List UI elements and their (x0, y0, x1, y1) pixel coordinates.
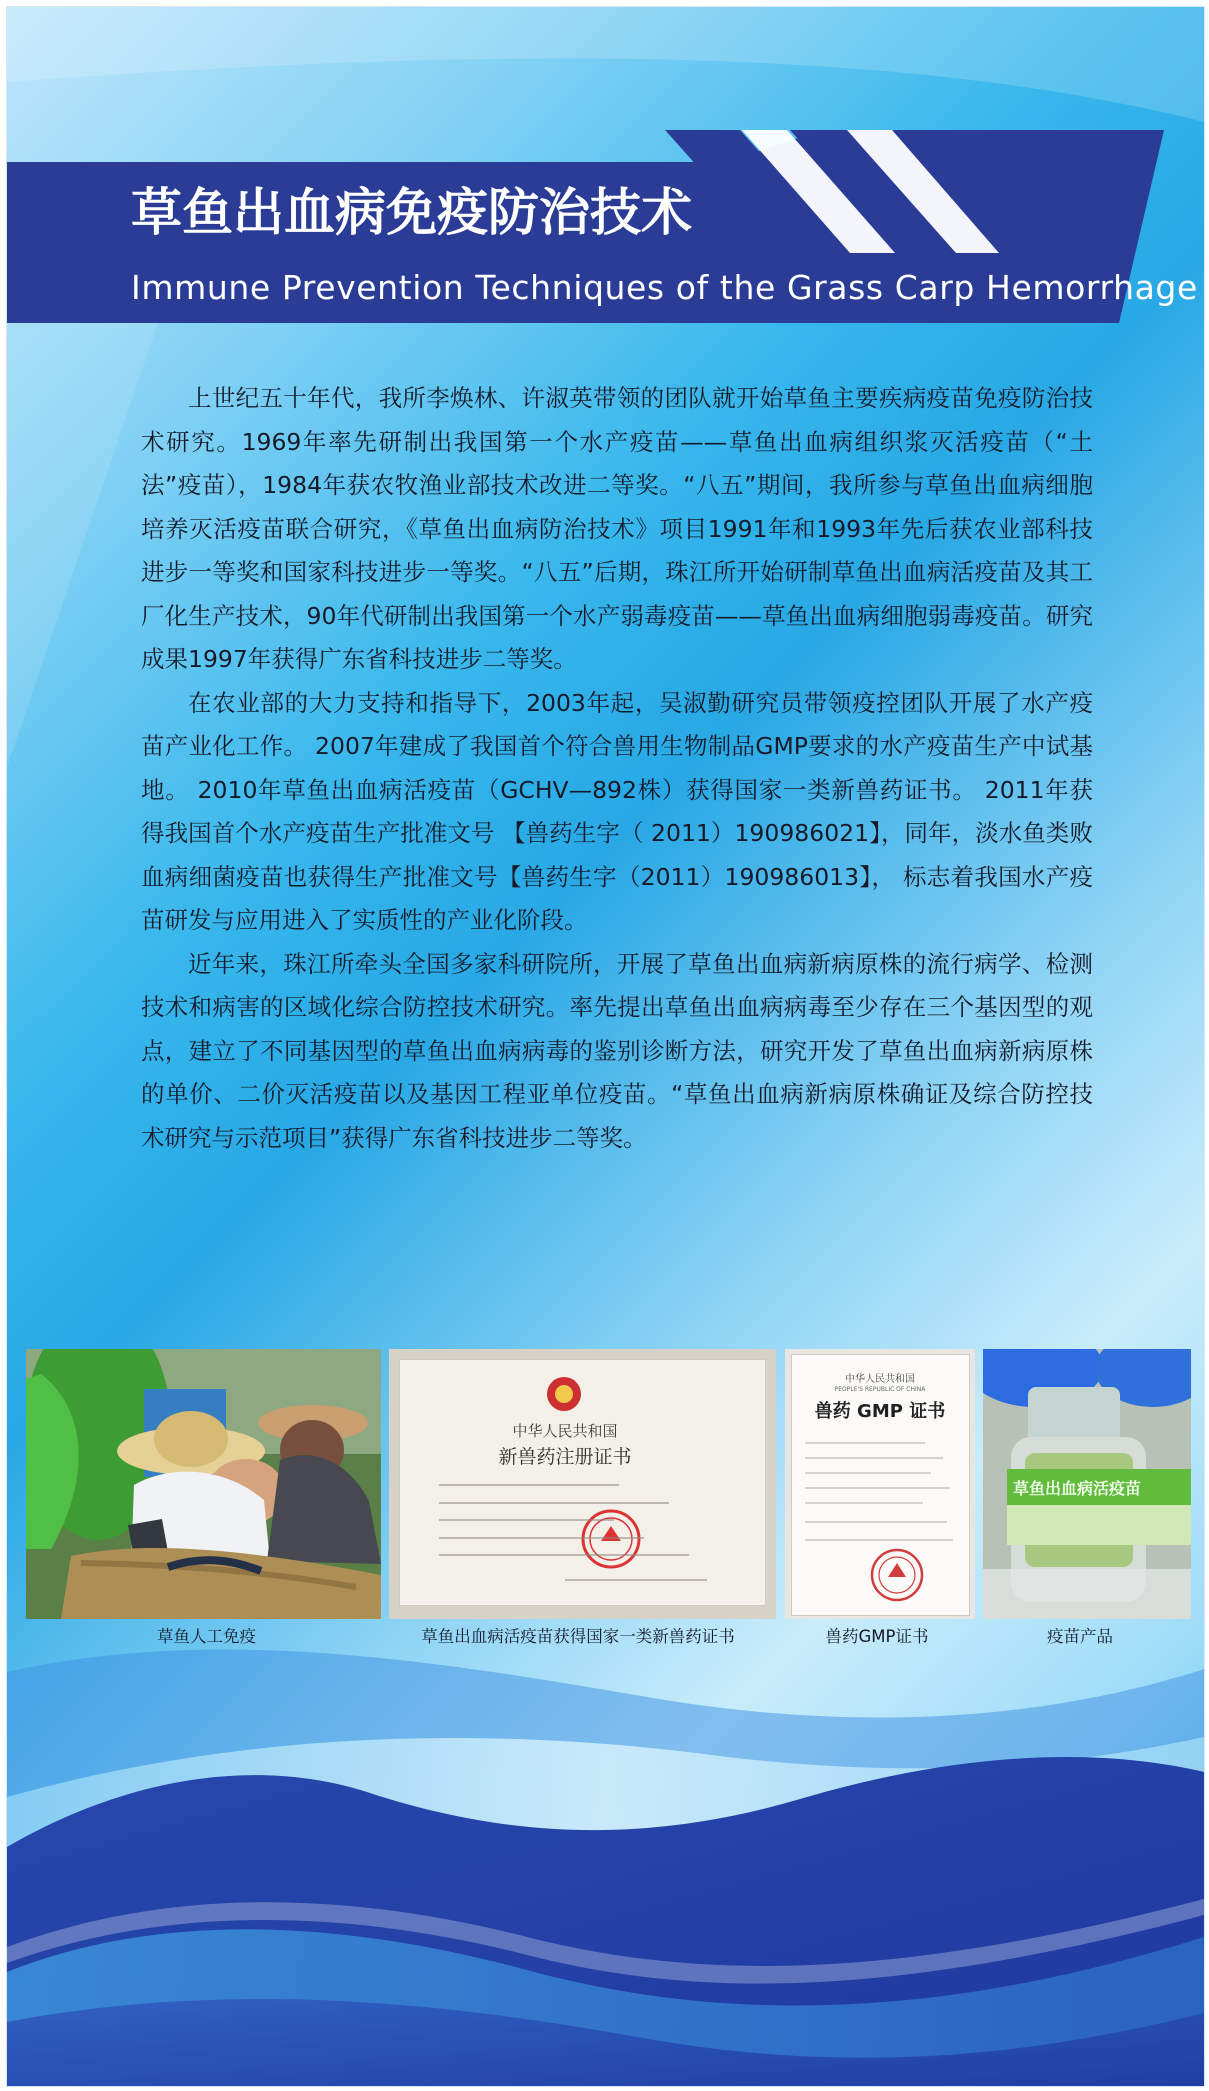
article-body (141, 377, 1093, 1160)
photo-fish-immunization-image (26, 1349, 381, 1619)
caption-vaccine-product: 疫苗产品 (1047, 1627, 1113, 1646)
certificate-title-text: 新兽药注册证书 (498, 1446, 632, 1468)
photo-new-vet-drug-certificate (389, 1349, 776, 1619)
certificate-line (439, 1519, 614, 1521)
caption-fish-immunization: 草鱼人工免疫 (157, 1627, 256, 1646)
photo-fish-immunization (26, 1349, 381, 1619)
paragraph-2: 在农业部的大力支持和指导下，2003年起，吴淑勤研究员带领疫控团队开展了水产疫苗产业化工作。 2007年建成了我国首个符合兽用生物制品GMP要求的水产疫苗生产中试基地。 2010年草鱼出血病活疫苗（GCHV—892株）获得国家一类新兽药证书。 2011年获得我国首个水产疫苗生产批准文号 【兽药生字（ 2011）190986021】，同年，淡水鱼类败血病细菌疫苗也获得生产批准文号【兽药生字（2011）190986013】， 标志着我国水产疫苗研发与应用进入了实质性的产业化阶段。 (141, 688, 1093, 934)
vaccine-label-text: 草鱼出血病活疫苗 (1013, 1479, 1142, 1498)
gmp-certificate-header: 中华人民共和国 (845, 1374, 915, 1385)
certificate-line (439, 1554, 689, 1556)
page-subtitle: Immune Prevention Techniques of the Grass Carp Hemorrhage (131, 268, 1198, 307)
paragraph-1: 上世纪五十年代，我所李焕林、许淑英带领的团队就开始草鱼主要疾病疫苗免疫防治技术研究。1969年率先研制出我国第一个水产疫苗——草鱼出血病组织浆灭活疫苗（“土法”疫苗），1984年获农牧渔业部技术改进二等奖。“八五”期间，我所参与草鱼出血病细胞培养灭活疫苗联合研究，《草鱼出血病防治技术》项目1991年和1993年先后获农业部科技进步一等奖和国家科技进步一等奖。“八五”后期，珠江所开始研制草鱼出血病活疫苗及其工厂化生产技术，90年代研制出我国第一个水产弱毒疫苗——草鱼出血病细胞弱毒疫苗。研究成果1997年获得广东省科技进步二等奖。 (141, 384, 1093, 673)
certificate-line (439, 1537, 644, 1539)
caption-new-vet-drug-certificate: 草鱼出血病活疫苗获得国家一类新兽药证书 (421, 1627, 735, 1646)
gmp-seal-icon (785, 1349, 975, 1619)
gmp-certificate-title: 兽药 GMP 证书 (814, 1401, 946, 1422)
certificate-line (565, 1579, 707, 1581)
certificate-line (439, 1484, 619, 1486)
certificate-line (439, 1502, 669, 1504)
page-title: 草鱼出血病免疫防治技术 (131, 184, 693, 243)
poster (6, 6, 1205, 2087)
certificate-header-text: 中华人民共和国 (512, 1422, 618, 1440)
top-light-band (7, 7, 1204, 122)
photo-vaccine-product (983, 1349, 1191, 1619)
paragraph-3: 近年来，珠江所牵头全国多家科研院所，开展了草鱼出血病新病原株的流行病学、检测技术和病害的区域化综合防控技术研究。率先提出草鱼出血病病毒至少存在三个基因型的观点，建立了不同基因型的草鱼出血病病毒的鉴别诊断方法，研究开发了草鱼出血病新病原株的单价、二价灭活疫苗以及基因工程亚单位疫苗。“草鱼出血病新病原株确证及综合防控技术研究与示范项目”获得广东省科技进步二等奖。 (141, 949, 1093, 1152)
gmp-certificate-subheader: PEOPLE'S REPUBLIC OF CHINA (834, 1386, 926, 1393)
photo-gmp-certificate (785, 1349, 975, 1619)
caption-gmp-certificate: 兽药GMP证书 (825, 1627, 929, 1646)
